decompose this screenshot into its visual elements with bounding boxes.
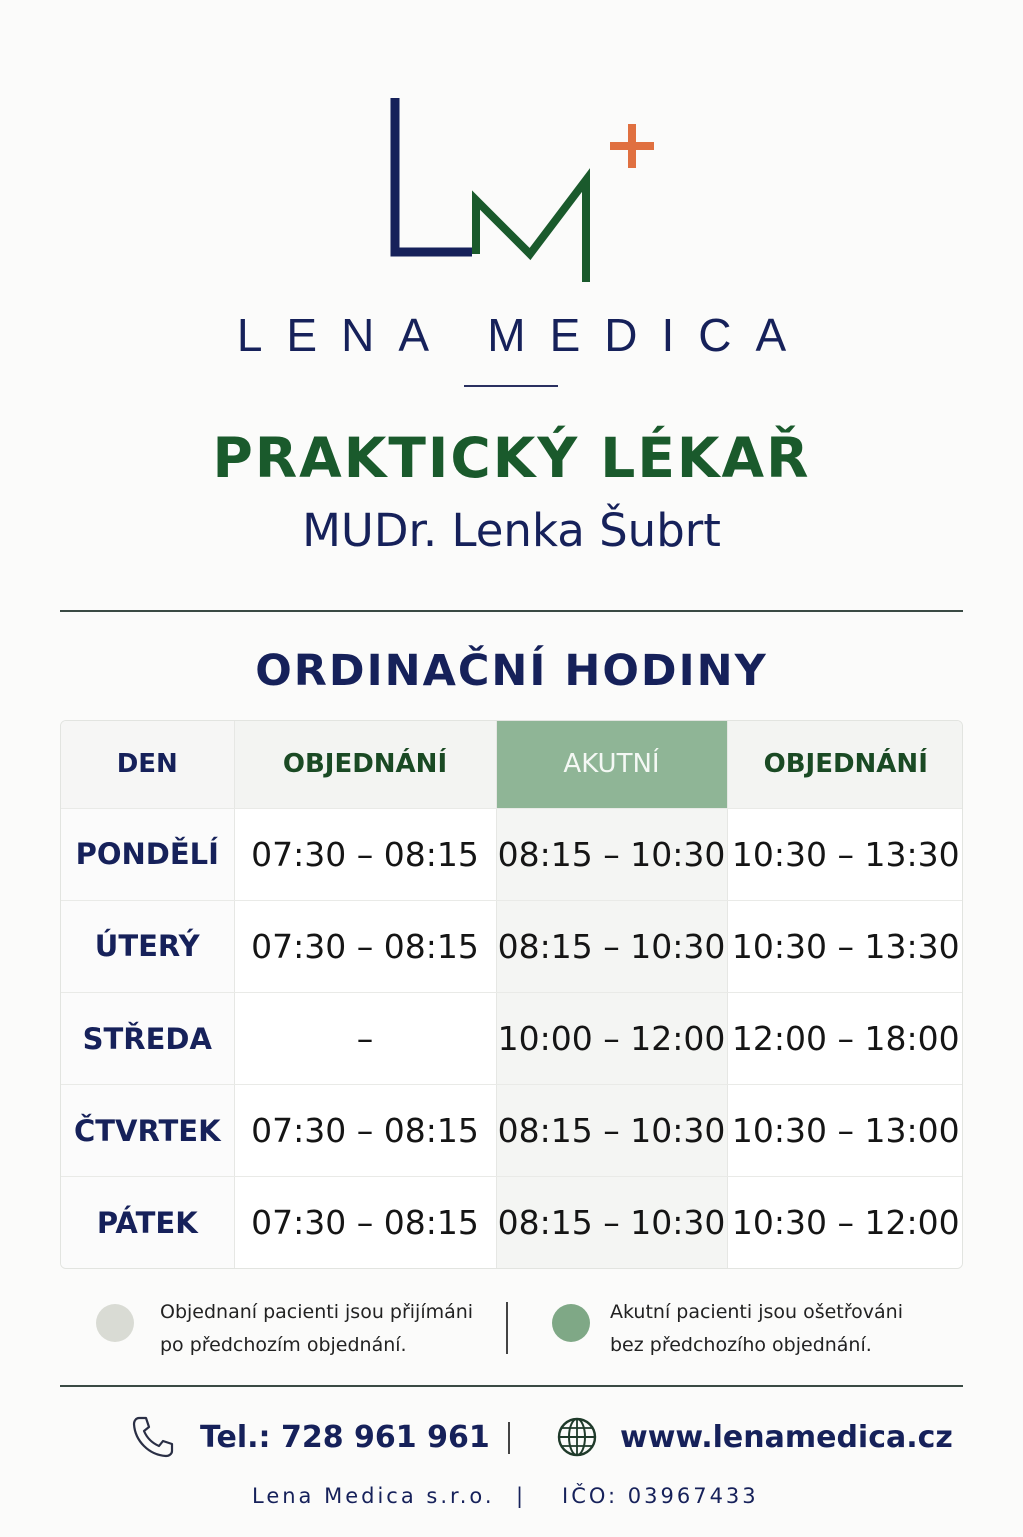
- order-time-cell: 07:30 – 08:15: [234, 1085, 496, 1177]
- legend-ordered-line: Objednaní pacienti jsou přijímáni: [160, 1301, 474, 1323]
- table-row: [61, 1085, 963, 1177]
- page-title: PRAKTICKÝ LÉKAŘ: [212, 426, 811, 490]
- lm-plus-logo-icon: [380, 92, 670, 292]
- order-time-cell: 10:30 – 13:00: [727, 1085, 963, 1177]
- divider: [464, 385, 558, 387]
- acute-time-cell: 08:15 – 10:30: [496, 808, 727, 900]
- day-cell: STŘEDA: [61, 992, 234, 1084]
- hours-title: ORDINAČNÍ HODINY: [255, 646, 768, 696]
- order-time-cell: 07:30 – 08:15: [234, 808, 496, 900]
- divider: [508, 1422, 510, 1454]
- divider: [506, 1302, 508, 1354]
- legend-dot-acute: [552, 1304, 590, 1342]
- legend-ordered-text: [160, 1296, 473, 1362]
- order-time-cell: 10:30 – 12:00: [727, 1177, 963, 1268]
- day-cell: PONDĚLÍ: [61, 808, 234, 900]
- company-name: Lena Medica s.r.o.: [252, 1484, 495, 1508]
- order-time-cell: –: [234, 992, 496, 1084]
- acute-time-cell: 08:15 – 10:30: [496, 1177, 727, 1268]
- order-time-cell: 12:00 – 18:00: [727, 992, 963, 1084]
- acute-time-cell: 08:15 – 10:30: [496, 900, 727, 992]
- order-time-cell: 10:30 – 13:30: [727, 808, 963, 900]
- divider: [60, 1385, 963, 1387]
- legend: [0, 1296, 1023, 1366]
- acute-time-cell: 10:00 – 12:00: [496, 992, 727, 1084]
- table-row: [61, 992, 963, 1084]
- brand-name: LENA MEDICA: [236, 309, 811, 361]
- table-row: [61, 900, 963, 992]
- globe-icon: [556, 1416, 598, 1458]
- phone-number[interactable]: Tel.: 728 961 961: [200, 1420, 490, 1455]
- acute-time-cell: 08:15 – 10:30: [496, 1085, 727, 1177]
- order-time-cell: 07:30 – 08:15: [234, 900, 496, 992]
- legend-acute-text: [610, 1296, 903, 1362]
- company-id: IČO: 03967433: [562, 1484, 759, 1508]
- divider: [60, 610, 963, 612]
- legend-acute-line: bez předchozího objednání.: [610, 1334, 872, 1356]
- table-row: [61, 1177, 963, 1268]
- legend-ordered-line: po předchozím objednání.: [160, 1334, 407, 1356]
- column-header-order: OBJEDNÁNÍ: [727, 721, 963, 808]
- table-row: [61, 808, 963, 900]
- order-time-cell: 07:30 – 08:15: [234, 1177, 496, 1268]
- day-cell: ÚTERÝ: [61, 900, 234, 992]
- table-header-row: [61, 721, 963, 808]
- footer-separator: |: [516, 1484, 527, 1508]
- hours-table: [60, 720, 963, 1269]
- day-cell: ČTVRTEK: [61, 1085, 234, 1177]
- legend-acute-line: Akutní pacienti jsou ošetřováni: [610, 1301, 903, 1323]
- order-time-cell: 10:30 – 13:30: [727, 900, 963, 992]
- phone-icon: [130, 1414, 176, 1460]
- day-cell: PÁTEK: [61, 1177, 234, 1268]
- website-link[interactable]: www.lenamedica.cz: [620, 1420, 953, 1455]
- column-header-day: DEN: [61, 721, 234, 808]
- legend-dot-ordered: [96, 1304, 134, 1342]
- column-header-acute: AKUTNÍ: [496, 721, 727, 808]
- contact-row: [0, 1412, 1023, 1468]
- column-header-order: OBJEDNÁNÍ: [234, 721, 496, 808]
- doctor-name: MUDr. Lenka Šubrt: [302, 504, 721, 557]
